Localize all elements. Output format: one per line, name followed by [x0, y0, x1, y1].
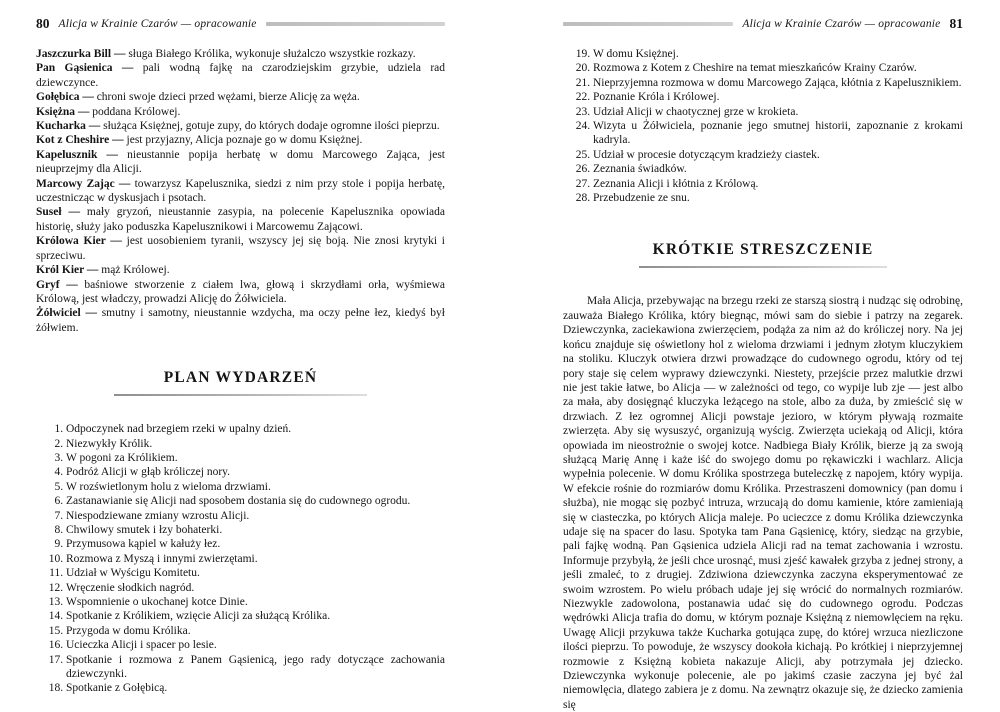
- event-item: 13. Wspomnienie o ukochanej kotce Dinie.: [66, 595, 445, 609]
- event-item: 19. W domu Księżnej.: [593, 47, 963, 61]
- character-name: Suseł —: [36, 206, 80, 219]
- character-name: Jaszczurka Bill —: [36, 48, 126, 60]
- character-name: Gryf —: [36, 278, 78, 291]
- character-entry: Gryf — baśniowe stworzenie z ciałem lwa, głową i skrzydłami orła, wyśmiewa Królową, jest władczy, prowadzi Alicję do Żółwiciela.: [36, 278, 445, 305]
- character-name: Księżna —: [36, 105, 90, 118]
- character-list: [36, 47, 445, 335]
- event-item: 10. Rozmowa z Myszą i innymi zwierzętami.: [66, 552, 445, 566]
- character-entry: Pan Gąsienica — pali wodną fajkę na czarodziejskim grzybie, udziela rad dziewczynce.: [36, 62, 446, 89]
- header-rule: [563, 22, 733, 26]
- event-item: 3. W pogoni za Królikiem.: [66, 451, 445, 465]
- character-name: Kot z Cheshire —: [36, 134, 124, 147]
- character-entry: Kot z Cheshire — jest przyjazny, Alicja poznaje go w domu Księżnej.: [36, 134, 363, 147]
- event-item: 28. Przebudzenie ze snu.: [593, 191, 963, 205]
- section-plan-wydarzen: [36, 369, 445, 396]
- running-title: Alicja w Krainie Czarów — opracowanie: [58, 17, 257, 30]
- event-item: 11. Udział w Wyścigu Komitetu.: [66, 566, 445, 580]
- event-item: 25. Udział w procesie dotyczącym kradzieży ciastek.: [593, 148, 963, 162]
- running-title: Alicja w Krainie Czarów — opracowanie: [742, 17, 941, 30]
- event-item: 20. Rozmowa z Kotem z Cheshire na temat mieszkańców Krainy Czarów.: [593, 61, 963, 75]
- event-item: 26. Zeznania świadków.: [593, 162, 963, 176]
- character-entry: Suseł — mały gryzoń, nieustannie zasypia, na polecenie Kapelusznika opowiada historię, służy jako poduszka Kapelusznikowi i Marcowemu Zającowi.: [36, 206, 445, 233]
- page-number: 81: [949, 15, 963, 31]
- event-item: 18. Spotkanie z Gołębicą.: [66, 681, 445, 695]
- event-item: 6. Zastanawianie się Alicji nad sposobem dostania się do cudownego ogrodu.: [66, 494, 445, 508]
- character-name: Pan Gąsienica —: [36, 62, 134, 75]
- heading-rule: [114, 394, 368, 396]
- character-name: Gołębica —: [36, 91, 94, 104]
- event-item: 2. Niezwykły Królik.: [66, 437, 445, 451]
- section-title: KRÓTKIE STRESZCZENIE: [652, 241, 874, 259]
- character-entry: Gołębica — chroni swoje dzieci przed wężami, bierze Alicję za węża.: [36, 91, 360, 104]
- character-entry: Królowa Kier — jest uosobieniem tyranii, wszyscy jej się boją. Nie znosi krytyki i sprzeciwu.: [36, 235, 445, 262]
- event-item: 16. Ucieczka Alicji i spacer po lesie.: [66, 638, 445, 652]
- event-item: 21. Nieprzyjemna rozmowa w domu Marcowego Zająca, kłótnia z Kapelusznikiem.: [593, 76, 963, 90]
- event-item: 8. Chwilowy smutek i łzy bohaterki.: [66, 523, 445, 537]
- character-entry: Jaszczurka Bill — sługa Białego Królika, wykonuje służalczo wszystkie rozkazy.: [36, 48, 416, 60]
- character-name: Kapelusznik —: [36, 148, 118, 161]
- heading-rule: [639, 266, 887, 268]
- page-header-right: [563, 16, 963, 31]
- character-name: Marcowy Zając —: [36, 177, 131, 190]
- event-item: 5. W rozświetlonym holu z wieloma drzwiami.: [66, 480, 445, 494]
- section-title: PLAN WYDARZEŃ: [163, 369, 318, 387]
- event-item: 15. Przygoda w domu Królika.: [66, 624, 445, 638]
- event-list-19-28: [563, 47, 963, 205]
- character-entry: Żółwiciel — smutny i samotny, nieustannie wzdycha, ma oczy pełne łez, kiedyś był żółwiem.: [36, 307, 445, 334]
- event-item: 12. Wręczenie słodkich nagród.: [66, 581, 445, 595]
- character-entry: Kapelusznik — nieustannie popija herbatę w domu Marcowego Zająca, jest nieuprzejmy dla Alicji.: [36, 148, 445, 176]
- header-rule: [266, 22, 445, 26]
- character-entry: Kucharka — służąca Księżnej, gotuje zupy, do których dodaje ogromne ilości pieprzu.: [36, 120, 440, 133]
- character-name: Kucharka —: [36, 120, 101, 133]
- summary-paragraph: Mała Alicja, przebywając na brzegu rzeki ze starszą siostrą i nudząc się odrobinę, zauważa Białego Królika, który biegnąc, mówi sam do siebie i patrzy na zegarek. Dziewczynka, zaciekawiona zwierzęciem, podąża za nim aż do króliczej nory. Na jej końcu znajduje się oświetlony hol z wieloma drzwiami i jednym złotym kluczykiem na stoliku. Kluczyk otwiera drzwi prowadzące do cudownego ogrodu, który od tej pory staje się celem wyprawy dziewczynki. Niestety, przejście przez malutkie drzwi nie jest takie łatwe, bo Alicja — w zależności od tego, co wypije lub zje — jest albo za mała, aby dosięgnąć kluczyka leżącego na stole, albo za duża, by zmieścić się w drzwiach. Z łez ogromnej Alicji powstaje jezioro, w którym pływają rozmaite zwierzęta. Aby się wysuszyć, organizują wyścig. Zwierzęta uciekają od Alicji, która opowiada im nieostrożnie o swojej kotce. Nadbiega Biały Królik, bierze ją za swoją służącą Marię Annę i każe iść do swojego domu po rękawiczki i wachlarz. Alicja wypełnia polecenie. W domu Królika spostrzega buteleczkę z napojem, który wypija. W efekcie rośnie do rozmiarów domu Królika. Przestraszeni domownicy (pan domu i służba), nie mogąc się pozbyć intruza, wrzucają do domu kamienie, które zamieniają się w ciasteczka, po których Alicja maleje. Po ucieczce z domu Królika dziewczynka udaje się na spacer do lasu. Spotyka tam Pana Gąsienicę, który, siedząc na grzybie, pali fajkę wodną. Pan Gąsienica udziela Alicji rad na temat zachowania i wzrostu. Informuje przybyłą, że jeśli chce urosnąć, musi zjeść kawałek grzyba z jednej strony, a jeśli zmaleć, to z drugiej. Zdziwiona dziewczynka zaczyna eksperymentować ze swoim wzrostem. Po wielu próbach udaje jej się wrócić do normalnych rozmiarów. Niezwykle zadowolona, postanawia udać się do cudownego ogrodu. Podczas wędrówki Alicja trafia do domu, w którym poznaje Księżną z niemowlęciem na ręku. Uwagę Alicji przykuwa także Kucharka gotująca zupę, do której wrzuca niezliczone ilości pieprzu. To powoduje, że wszyscy dookoła kichają. Po krótkiej i nieprzyjemnej rozmowie z Księżną kobieta nakazuje Alicji, aby potrzymała jej dziecko. Dziewczynka wykonuje polecenie, ale po jakimś czasie zaczyna jej być żal niemowlęcia, dlatego zabiera je z domu. Na zewnątrz okazuje się, że dziecko zamienia się: [563, 295, 963, 711]
- character-entry: Marcowy Zając — towarzysz Kapelusznika, siedzi z nim przy stole i popija herbatę, uczestnicząc w dyskusjach i psotach.: [36, 177, 445, 205]
- event-item: 7. Niespodziewane zmiany wzrostu Alicji.: [66, 509, 445, 523]
- event-item: 24. Wizyta u Żółwiciela, poznanie jego smutnej historii, zapoznanie z krokami kadryla.: [593, 119, 963, 148]
- section-krotkie-streszczenie: [563, 241, 963, 268]
- event-item: 17. Spotkanie i rozmowa z Panem Gąsienicą, jego rady dotyczące zachowania dziewczynki.: [66, 653, 445, 682]
- event-item: 22. Poznanie Króla i Królowej.: [593, 90, 963, 104]
- event-item: 9. Przymusowa kąpiel w kałuży łez.: [66, 537, 445, 551]
- character-name: Król Kier —: [36, 264, 99, 277]
- page-number: 80: [36, 15, 50, 31]
- event-item: 1. Odpoczynek nad brzegiem rzeki w upalny dzień.: [66, 422, 445, 436]
- event-item: 23. Udział Alicji w chaotycznej grze w krokieta.: [593, 105, 963, 119]
- event-item: 14. Spotkanie z Królikiem, wzięcie Alicji za służącą Królika.: [66, 609, 445, 623]
- page-81: [500, 0, 1000, 712]
- character-name: Żółwiciel —: [36, 307, 97, 320]
- event-item: 27. Zeznania Alicji i kłótnia z Królową.: [593, 177, 963, 191]
- character-entry: Księżna — poddana Królowej.: [36, 105, 181, 118]
- character-entry: Król Kier — mąż Królowej.: [36, 264, 170, 277]
- event-item: 4. Podróż Alicji w głąb króliczej nory.: [66, 465, 445, 479]
- character-name: Królowa Kier —: [36, 235, 122, 248]
- event-list-1-18: [36, 422, 445, 696]
- page-header-left: [36, 16, 445, 31]
